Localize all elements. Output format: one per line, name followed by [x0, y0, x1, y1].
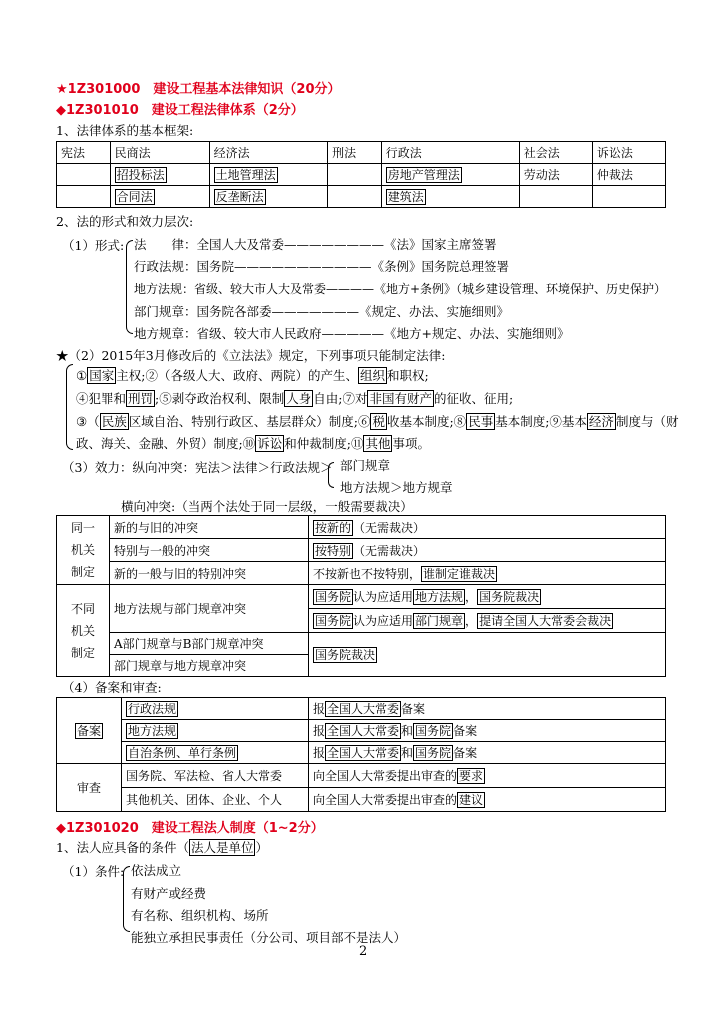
diff-org-label: 不同 机关 制定	[57, 585, 110, 677]
heading-1z301000: ★1Z301000 建设工程基本法律知识（20分）	[56, 82, 341, 97]
cell: 国务院、军法检、省人大常委	[122, 764, 309, 788]
cell: 向全国人大常委提出审查的 建议	[309, 788, 666, 812]
cell	[592, 186, 665, 208]
horizontal-conflict-title: 横向冲突:（当两个法处于同一层级，一般需要裁决）	[121, 499, 413, 514]
cell: 地方法规与部门规章冲突	[110, 585, 309, 633]
effect-branch-a: 部门规章	[340, 458, 391, 473]
section-title-framework: 1、法律体系的基本框架:	[56, 123, 194, 138]
cell	[57, 164, 111, 186]
cell: 按新的 （无需裁决）	[309, 516, 666, 539]
brace-forms	[126, 240, 133, 334]
cell: 土地管理法	[209, 164, 328, 186]
brace-conditions	[123, 866, 130, 932]
cell: 行政法	[381, 142, 519, 164]
same-org-label: 同一 机关 制定	[57, 516, 110, 585]
cell: 行政法规	[122, 698, 309, 720]
cell: 自治条例、单行条例	[122, 742, 309, 764]
legal-person-title: 1、法人应具备的条件（ 法人是单位 ）	[56, 840, 268, 855]
cell: 国务院 认为应适用 地方法规 ， 国务院裁决	[309, 585, 666, 609]
cell: 反垄断法	[209, 186, 328, 208]
cell: 报 全国人大常委 和 国务院 备案	[309, 742, 666, 764]
brace-legislation	[66, 364, 73, 450]
cell: 劳动法	[519, 164, 592, 186]
cell: 新的一般与旧的特别冲突	[110, 562, 309, 585]
framework-table	[56, 141, 666, 208]
legislation-line-2: ④犯罪和 刑罚 ;⑤剥夺政治权利、限制 人身 自由;⑦对 非国有财产 的征收、征用;	[76, 391, 514, 406]
cell: 特别与一般的冲突	[110, 539, 309, 562]
cell: 其他机关、团体、企业、个人	[122, 788, 309, 812]
cell: 社会法	[519, 142, 592, 164]
cell: 新的与旧的冲突	[110, 516, 309, 539]
cell: 宪法	[57, 142, 111, 164]
brace-effect	[328, 462, 334, 488]
form-item: 地方法规：省级、较大市人大及常委————《地方+条例》（城乡建设管理、环境保护、历史保护）	[134, 282, 667, 296]
cell: 国务院裁决	[309, 633, 666, 677]
cell: 报 全国人大常委 备案	[309, 698, 666, 720]
cell	[57, 186, 111, 208]
legislation-line-1: ① 国家 主权;②（各级人大、政府、两院）的产生、 组织 和职权;	[76, 368, 429, 383]
cell	[328, 186, 382, 208]
effect-label: （3）效力：纵向冲突：宪法＞法律＞行政法规＞	[62, 460, 333, 475]
filing-table	[56, 697, 666, 812]
legislation-title: ★（2）2015年3月修改后的《立法法》规定，下列事项只能制定法律:	[56, 348, 446, 363]
cell: 部门规章与地方规章冲突	[110, 655, 309, 677]
filing-label: 备案	[57, 698, 122, 764]
cell	[519, 186, 592, 208]
form-item: 部门规章：国务院各部委———————《规定、办法、实施细则》	[134, 304, 510, 319]
heading-1z301020: ◆1Z301020 建设工程法人制度（1~2分）	[56, 821, 324, 836]
cell: 建筑法	[381, 186, 519, 208]
legislation-line-3: ③（ 民族 区域自治、特别行政区、基层群众）制度;⑥ 税 收基本制度;⑧ 民事 基本制度;⑨基本 经济 制度与（财	[76, 414, 679, 429]
cell: 地方法规	[122, 720, 309, 742]
heading-1z301010: ◆1Z301010 建设工程法律体系（2分）	[56, 103, 304, 118]
form-item: 行政法规：国务院———————————《条例》国务院总理签署	[134, 259, 510, 274]
cell: 报 全国人大常委 和 国务院 备案	[309, 720, 666, 742]
filing-title: （4）备案和审查:	[62, 680, 162, 695]
cell: 不按新也不按特别， 谁制定谁裁决	[309, 562, 666, 585]
effect-branch-b: 地方法规＞地方规章	[340, 480, 453, 495]
cell: 国务院 认为应适用 部门规章 ， 提请全国人大常委会裁决	[309, 609, 666, 633]
legislation-line-4: 政、海关、金融、外贸）制度;⑩ 诉讼 和仲裁制度;⑪ 其他 事项。	[76, 436, 430, 451]
review-label: 审查	[57, 764, 122, 812]
conflict-table	[56, 515, 666, 677]
cell: 合同法	[110, 186, 209, 208]
cell: 民商法	[110, 142, 209, 164]
condition-item: 有财产或经费	[131, 886, 207, 901]
form-item: 地方规章：省级、较大市人民政府—————《地方+规定、办法、实施细则》	[134, 326, 570, 341]
section-title-forms: 2、法的形式和效力层次:	[56, 214, 194, 229]
cell: 向全国人大常委提出审查的 要求	[309, 764, 666, 788]
cell: 招投标法	[110, 164, 209, 186]
cell: 经济法	[209, 142, 328, 164]
cell: 仲裁法	[592, 164, 665, 186]
condition-item: 能独立承担民事责任（分公司、项目部不是法人）	[131, 930, 407, 945]
page-number: 2	[359, 944, 368, 959]
cell	[328, 164, 382, 186]
cell: 诉讼法	[592, 142, 665, 164]
condition-item: 有名称、组织机构、场所	[131, 908, 269, 923]
cell: A部门规章与B部门规章冲突	[110, 633, 309, 655]
forms-label: （1）形式:	[62, 238, 125, 253]
cell: 刑法	[328, 142, 382, 164]
condition-item: 依法成立	[131, 863, 182, 878]
cell: 房地产管理法	[381, 164, 519, 186]
cell: 按特别 （无需裁决）	[309, 539, 666, 562]
form-item: 法 律：全国人大及常委————————《法》国家主席签署	[134, 237, 497, 252]
conditions-label: （1）条件:	[62, 864, 125, 879]
